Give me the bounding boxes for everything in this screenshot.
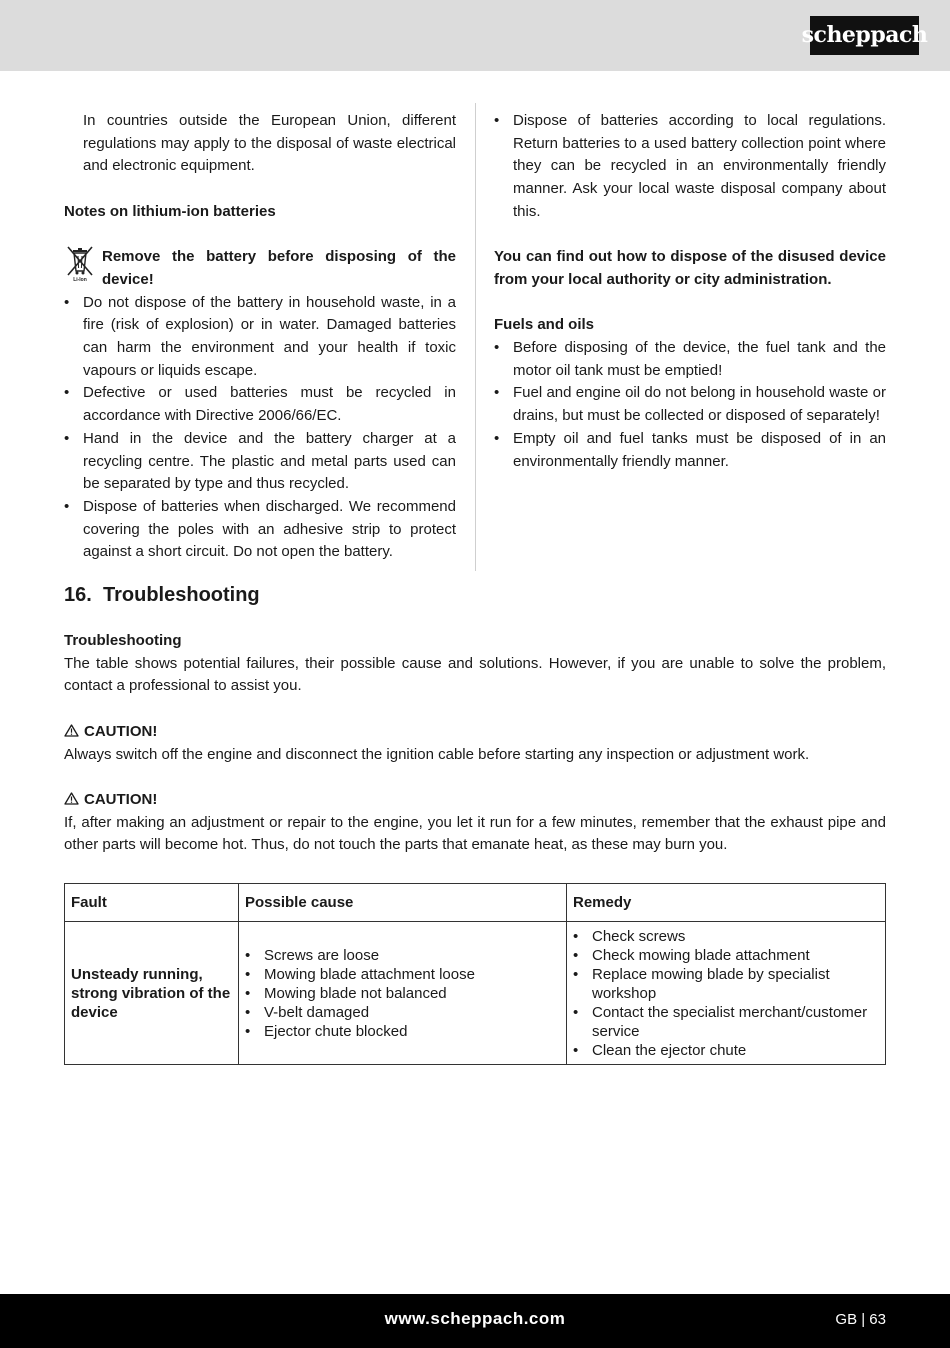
list-item: • V-belt damaged [245,1003,370,1021]
list-item: • Defective or used batteries must be recycled in accordance with Directive 2006/66/EC. [64,384,456,425]
left-column [64,110,456,564]
troubleshooting-intro-block [64,630,886,857]
list-item: • Do not dispose of the battery in household waste, in a fire (risk of explosion) or in water. Damaged batteries can harm the environment and your health if toxic vapours or liquids escape. [64,293,456,379]
page-number: GB | 63 [835,1311,886,1328]
caution-text: If, after making an adjustment or repair to the engine, you let it run for a few minutes, remember that the exhaust pipe and other parts will become hot. Thus, do not touch the parts that emanate heat, as these may burn you. [64,813,886,854]
caution-text: Always switch off the engine and disconnect the ignition cable before starting any inspection or adjustment work. [64,745,810,763]
section-number: 16. [64,584,92,606]
list-item: • Clean the ejector chute [573,1041,747,1059]
authority-note: You can find out how to dispose of the disused device from your local authority or city administration. [494,248,886,288]
table-header-row [65,884,886,922]
list-item: • Check mowing blade attachment [573,946,810,964]
list-item: • Mowing blade not balanced [245,984,447,1002]
warning-triangle-icon [64,724,79,737]
remedy-cell [567,922,886,1065]
page-footer [0,1294,950,1348]
crossed-bin-icon [64,244,96,282]
troubleshooting-subheading: Troubleshooting [64,632,182,649]
li-ion-icon-label: Li-Ion [73,277,87,283]
list-item: • Dispose of batteries according to local regulations. Return batteries to a used battery collection point where they can be recycled in an environmentally friendly manner. Ask your local waste disposal company about this. [494,112,886,220]
list-item: • Check screws [573,927,686,945]
column-header: Fault [65,884,239,922]
column-header: Possible cause [239,884,567,922]
column-header: Remedy [567,884,886,922]
li-ion-heading: Notes on lithium-ion batteries [64,202,276,220]
troubleshooting-table [64,883,886,1065]
list-item: • Fuel and engine oil do not belong in household waste or drains, but must be collected or disposed of separately! [494,384,886,425]
battery-warning [64,246,456,291]
list-item: • Empty oil and fuel tanks must be disposed of in an environmentally friendly manner. [494,429,886,470]
troubleshooting-intro: The table shows potential failures, their possible cause and solutions. However, if you are unable to solve the problem, contact a professional to assist you. [64,654,886,695]
weee-intro: In countries outside the European Union, different regulations may apply to the disposal of waste electrical and electronic equipment. [83,112,456,175]
brand-logo: scheppach [810,16,919,55]
list-item: • Replace mowing blade by specialist workshop [573,965,830,1002]
fuels-bullets [494,337,886,473]
warning-triangle-icon [64,792,79,805]
list-item: • Contact the specialist merchant/customer service [573,1003,868,1040]
list-item: • Dispose of batteries when discharged. We recommend covering the poles with an adhesive strip to protect against a short circuit. Do not open the battery. [64,497,456,561]
caution-label: CAUTION! [64,721,886,744]
page-header [0,0,950,71]
fuels-heading: Fuels and oils [494,316,595,334]
fault-cell: Unsteady running, strong vibration of the device [65,922,239,1065]
list-item: • Ejector chute blocked [245,1022,408,1040]
disposal-bullets [494,110,886,224]
right-column [494,110,886,473]
list-item: • Hand in the device and the battery charger at a recycling centre. The plastic and metal parts used can be separated by type and thus recycled. [64,429,456,493]
section-title [64,582,260,608]
website-link[interactable]: www.scheppach.com [384,1309,566,1328]
list-item: • Before disposing of the device, the fuel tank and the motor oil tank must be emptied! [494,339,886,379]
battery-bullets [64,292,456,564]
section-title-text: Troubleshooting [103,584,260,606]
list-item: • Mowing blade attachment loose [245,965,475,983]
column-divider [475,103,476,571]
list-item: • Screws are loose [245,946,380,964]
cause-cell [239,922,567,1065]
battery-warning-text: Remove the battery before disposing of the device! [102,248,456,288]
caution-label: CAUTION! [64,789,886,812]
table-row [65,922,886,1065]
